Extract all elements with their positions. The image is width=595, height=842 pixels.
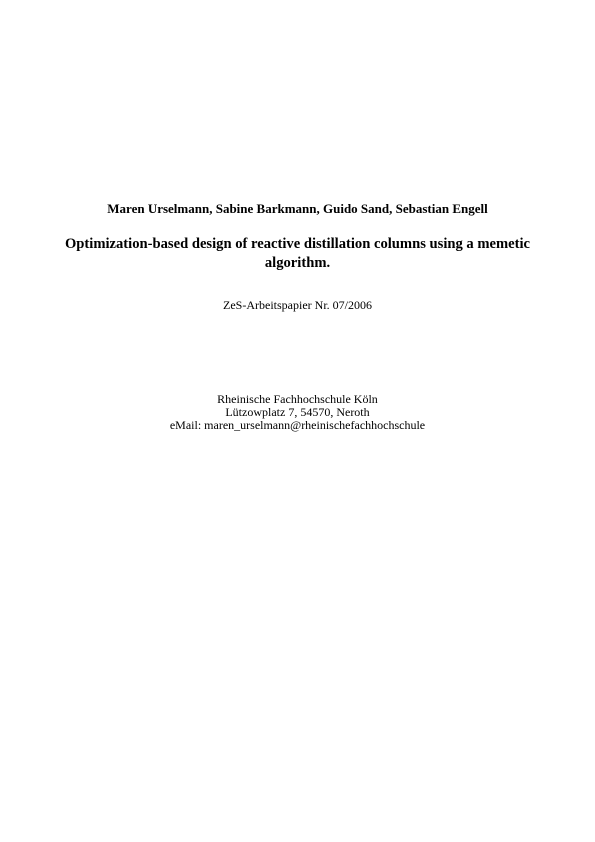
authors-line: Maren Urselmann, Sabine Barkmann, Guido Sand, Sebastian Engell [107, 201, 488, 216]
paper-title-line-1: Optimization-based design of reactive distillation columns using a memetic [64, 236, 531, 252]
email-address: eMail: maren_urselmann@rheinischefachhochschule [169, 418, 426, 432]
institution-name: Rheinische Fachhochschule Köln [217, 392, 378, 406]
working-paper-number: ZeS-Arbeitspapier Nr. 07/2006 [223, 298, 372, 312]
paper-title [48, 235, 547, 273]
street-address: Lützowplatz 7, 54570, Neroth [225, 405, 370, 419]
paper-title-line-2: algorithm. [264, 255, 331, 271]
address-block [0, 393, 595, 432]
